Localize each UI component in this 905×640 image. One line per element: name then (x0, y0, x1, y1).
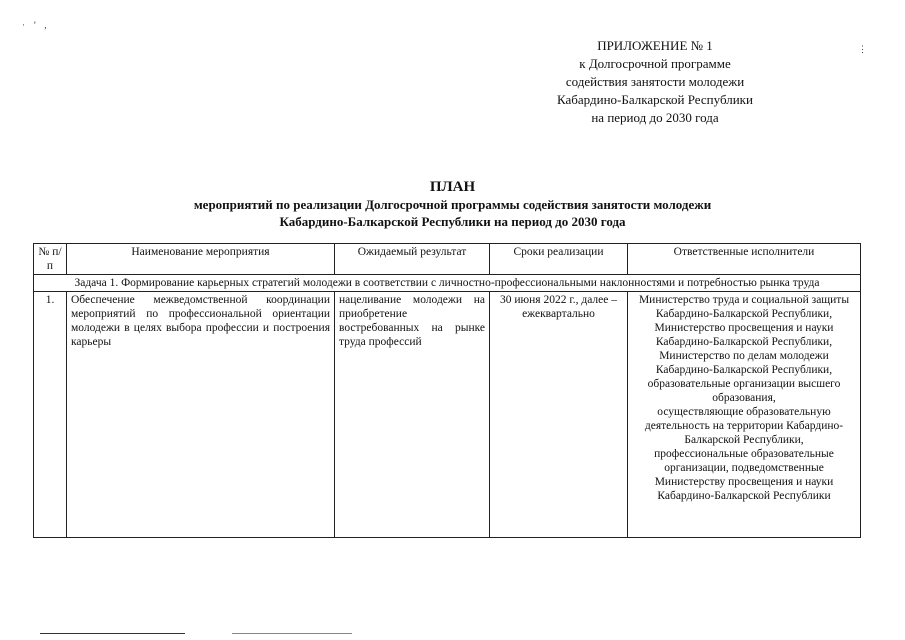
table-header-row (34, 244, 861, 275)
task-1-title: Задача 1. Формирование карьерных стратегий молодежи в соответствии с личностно-профессиональными наклонностями и потребностью рынка труда (34, 275, 861, 292)
task-row (34, 275, 861, 292)
responsible-line: осуществляющие образовательную деятельность на территории Кабардино-Балкарской Республики, (644, 406, 844, 446)
appendix-line: Кабардино-Балкарской Республики (557, 92, 753, 107)
row-responsible (628, 292, 861, 538)
header-terms: Сроки реализации (490, 244, 628, 275)
footnote-divider-faint (232, 633, 352, 634)
table-row (34, 292, 861, 538)
header-num: № п/п (34, 244, 67, 275)
responsible-line: профессиональные образовательные организации, подведомственные Министерству просвещения и науки Кабардино-Балкарской Республики (654, 448, 834, 502)
plan-table (33, 243, 861, 538)
scan-artifact-mark: · ’ ‚ (22, 20, 50, 30)
header-responsible: Ответственные исполнители (628, 244, 861, 275)
footnote-divider (40, 633, 185, 634)
appendix-line: на период до 2030 года (591, 110, 719, 125)
scan-artifact-mark-right: ⋮ (858, 44, 867, 54)
responsible-line: Министерство труда и социальной защиты Кабардино-Балкарской Республики, (638, 294, 850, 320)
row-result: нацеливание молодежи на приобретение востребованных на рынке труда профессий (335, 292, 490, 538)
appendix-line: ПРИЛОЖЕНИЕ № 1 (597, 38, 713, 53)
header-name: Наименование мероприятия (67, 244, 335, 275)
plan-title-block (0, 178, 905, 230)
header-result: Ожидаемый результат (335, 244, 490, 275)
row-terms: 30 июня 2022 г., далее – ежеквартально (490, 292, 628, 538)
plan-title: ПЛАН (429, 179, 476, 195)
responsible-line: Министерство по делам молодежи Кабардино-Балкарской Республики, (655, 350, 833, 376)
appendix-line: содействия занятости молодежи (565, 74, 745, 89)
appendix-header (520, 37, 790, 127)
appendix-line: к Долгосрочной программе (579, 56, 731, 71)
row-num: 1. (34, 292, 67, 538)
plan-subtitle-line-2: Кабардино-Балкарской Республики на период до 2030 года (279, 214, 626, 229)
plan-subtitle-line-1: мероприятий по реализации Долгосрочной программы содействия занятости молодежи (193, 197, 712, 212)
responsible-line: образовательные организации высшего образования, (647, 378, 841, 404)
row-name: Обеспечение межведомственной координации мероприятий по профессиональной ориентации молодежи в целях выбора профессии и построения карьеры (67, 292, 335, 538)
responsible-line: Министерство просвещения и науки Кабардино-Балкарской Республики, (654, 322, 834, 348)
